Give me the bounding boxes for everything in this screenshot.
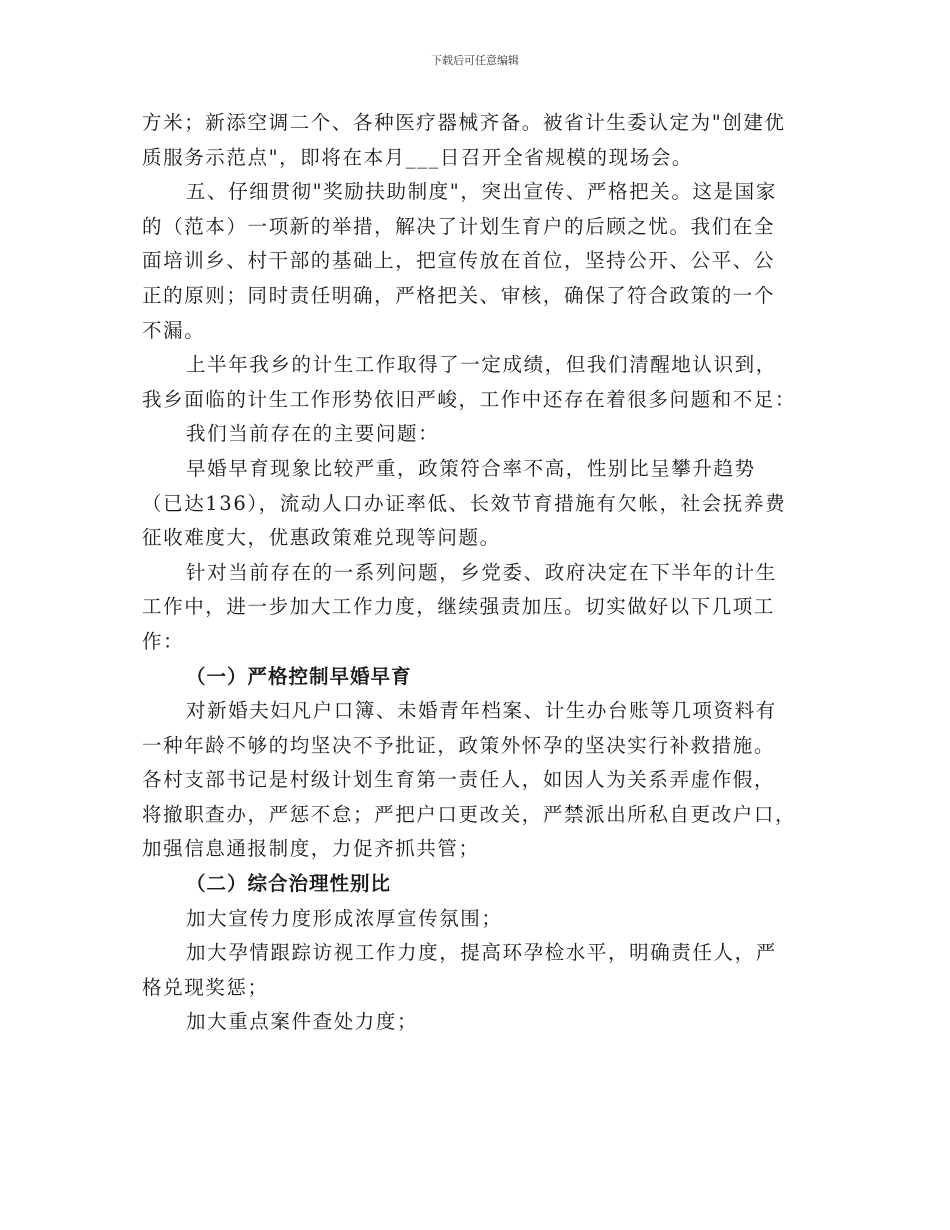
paragraph-8	[142, 902, 814, 937]
paragraph-7	[142, 694, 814, 867]
text-line: 面培训乡、村干部的基础上，把宣传放在首位，坚持公开、公平、公	[142, 249, 776, 273]
section-heading-1: （一）严格控制早婚早育	[186, 664, 412, 688]
text-line: 作：	[142, 629, 185, 653]
text-line: 上半年我乡的计生工作取得了一定成绩，但我们清醒地认识到，	[186, 353, 777, 377]
text-line: 的（范本）一项新的举措，解决了计划生育户的后顾之忧。我们在全	[142, 214, 776, 238]
text-line: 工作中，进一步加大工作力度，继续强责加压。切实做好以下几项工	[142, 595, 776, 619]
paragraph-2	[142, 175, 814, 348]
text-line: 五、仔细贯彻"奖励扶助制度"，突出宣传、严格把关。这是国家	[186, 180, 777, 204]
text-line: 对新婚夫妇凡户口簿、未婚青年档案、计生办台账等几项资料有	[186, 699, 777, 723]
text-line: 加大宣传力度形成浓厚宣传氛围；	[186, 906, 503, 930]
text-line: 我们当前存在的主要问题：	[186, 422, 440, 446]
page-header-note: 下载后可任意编辑	[431, 54, 519, 67]
text-line: 针对当前存在的一系列问题，乡党委、政府决定在下半年的计生	[186, 560, 777, 584]
text-line: 我乡面临的计生工作形势依旧严峻，工作中还存在着很多问题和不足：	[142, 387, 797, 411]
text-line: 一种年龄不够的均坚决不予批证，政策外怀孕的坚决实行补救措施。	[142, 733, 776, 757]
paragraph-5	[142, 452, 814, 556]
text-line: 方米；新添空调二个、各种医疗器械齐备。被省计生委认定为"创建优	[142, 111, 786, 134]
paragraph-1	[142, 106, 814, 175]
section-heading-2: （二）综合治理性别比	[186, 872, 392, 896]
document-body	[142, 106, 814, 1040]
paragraph-4	[142, 417, 814, 452]
paragraph-3	[142, 348, 814, 417]
text-line: 加大孕情跟踪访视工作力度，提高环孕检水平，明确责任人，严	[186, 941, 777, 965]
paragraph-10	[142, 1005, 814, 1040]
text-line: 质服务示范点"，即将在本月___日召开全省规模的现场会。	[142, 145, 694, 169]
text-line: 各村支部书记是村级计划生育第一责任人，如因人为关系弄虚作假，	[142, 768, 776, 792]
text-line: 征收难度大，优惠政策难兑现等问题。	[142, 526, 501, 550]
paragraph-9	[142, 936, 814, 1005]
text-line: 加大重点案件查处力度；	[186, 1010, 419, 1034]
text-line: 早婚早育现象比较严重，政策符合率不高，性别比呈攀升趋势	[186, 456, 756, 480]
text-line: 正的原则；同时责任明确，严格把关、审核，确保了符合政策的一个	[142, 283, 776, 307]
text-line: 加强信息通报制度，力促齐抓共管；	[142, 837, 480, 861]
text-line: 格兑现奖惩；	[142, 975, 269, 999]
text-line: 不漏。	[142, 318, 206, 342]
paragraph-6	[142, 556, 814, 660]
text-line: 将撤职查办，严惩不怠；严把户口更改关，严禁派出所私自更改户口，	[142, 802, 797, 826]
text-line: （已达136），流动人口办证率低、长效节育措施有欠帐，社会抚养费	[142, 491, 787, 515]
